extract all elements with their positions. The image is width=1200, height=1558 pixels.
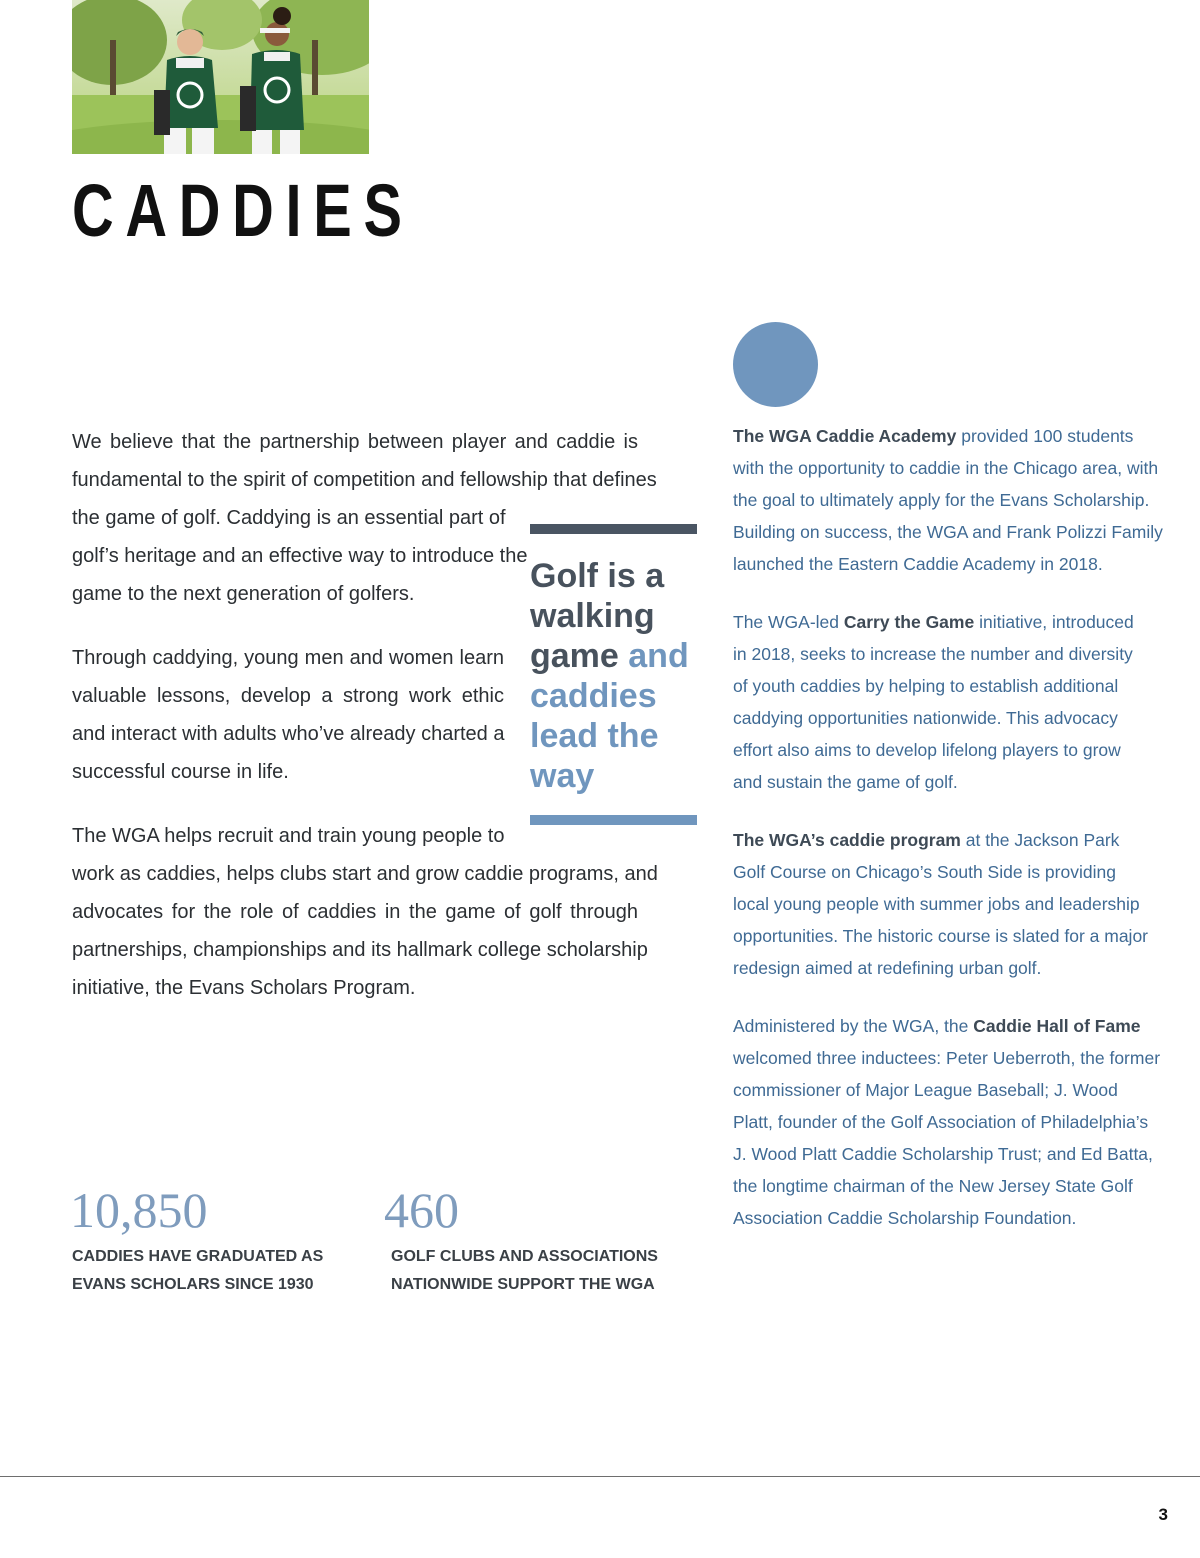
stat-label-line: GOLF CLUBS AND ASSOCIATIONS xyxy=(391,1248,658,1265)
sidebar-bold: Caddie Hall of Fame xyxy=(973,1016,1141,1036)
footer-divider xyxy=(0,1476,1200,1477)
pull-quote-top-rule xyxy=(530,524,697,534)
caddies-photo xyxy=(72,0,369,154)
text-fragment: initiative, introduced xyxy=(974,612,1134,632)
text-line xyxy=(733,420,1143,452)
stat-label-line: NATIONWIDE SUPPORT THE WGA xyxy=(391,1276,655,1293)
text-line: Building on success, the WGA and Frank Polizzi Family xyxy=(733,522,1163,542)
text-line: with the opportunity to caddie in the Chicago area, with xyxy=(733,458,1159,478)
text-line: golf’s heritage and an effective way to introduce the xyxy=(72,545,528,567)
text-line: Platt, founder of the Golf Association of Philadelphia’s xyxy=(733,1112,1149,1132)
text-line: the game of golf. Caddying is an essential part of xyxy=(72,507,506,529)
text-line: advocates for the role of caddies in the game of golf through xyxy=(72,901,638,923)
stat-label-graduates xyxy=(72,1243,323,1299)
text-line: caddying opportunities nationwide. This advocacy xyxy=(733,708,1118,728)
text-line: fundamental to the spirit of competition and fellowship that defines xyxy=(72,469,657,491)
text-line: redesign aimed at redefining urban golf. xyxy=(733,958,1042,978)
text-line: effort also aims to develop lifelong players to grow xyxy=(733,740,1121,760)
text-line: valuable lessons, develop a strong work ethic xyxy=(72,685,504,707)
text-line xyxy=(733,1010,1143,1042)
text-line: and interact with adults who’ve already charted a xyxy=(72,723,505,745)
text-line: Through caddying, young men and women learn xyxy=(72,647,504,669)
pull-quote-bottom-rule xyxy=(530,815,697,825)
pull-quote xyxy=(530,556,700,796)
text-line: Golf Course on Chicago’s South Side is providing xyxy=(733,862,1116,882)
pull-quote-line: way xyxy=(530,757,595,795)
text-line: opportunities. The historic course is slated for a major xyxy=(733,926,1149,946)
text-line: local young people with summer jobs and leadership xyxy=(733,894,1140,914)
page-number: 3 xyxy=(1158,1505,1168,1524)
text-line: launched the Eastern Caddie Academy in 2018. xyxy=(733,554,1103,574)
intro-paragraph-3-top xyxy=(72,817,504,855)
sidebar-jackson-park xyxy=(733,824,1149,984)
text-line: commissioner of Major League Baseball; J. Wood xyxy=(733,1080,1118,1100)
intro-paragraph-3-bottom xyxy=(72,855,658,1007)
text-line: The WGA helps recruit and train young people to xyxy=(72,825,505,847)
text-line: welcomed three inductees: Peter Ueberroth, the former xyxy=(733,1048,1161,1068)
pull-quote-line: walking xyxy=(530,597,655,635)
text-line: game to the next generation of golfers. xyxy=(72,583,415,605)
pull-quote-line: Golf is a xyxy=(530,557,665,595)
pull-quote-line: caddies xyxy=(530,677,657,715)
pull-quote-line: lead the xyxy=(530,717,659,755)
stat-number-graduates: 10,850 xyxy=(70,1182,208,1238)
pull-quote-blue-word: and xyxy=(618,637,689,675)
text-line: work as caddies, helps clubs start and grow caddie programs, and xyxy=(72,863,658,885)
text-line: We believe that the partnership between player and caddie is xyxy=(72,431,638,453)
text-fragment: provided 100 students xyxy=(956,426,1134,446)
sidebar-carry-the-game xyxy=(733,606,1143,798)
pull-quote-line xyxy=(530,636,700,676)
sidebar-bold: The WGA’s caddie program xyxy=(733,830,961,850)
text-line xyxy=(733,606,1143,638)
text-line: successful course in life. xyxy=(72,761,289,783)
intro-paragraph-2 xyxy=(72,639,504,791)
stat-label-line: CADDIES HAVE GRADUATED AS xyxy=(72,1248,324,1265)
stat-label-line: EVANS SCHOLARS SINCE 1930 xyxy=(72,1276,314,1293)
sidebar-caddie-academy xyxy=(733,420,1163,580)
page-title: CADDIES xyxy=(72,169,414,252)
stat-number-clubs: 460 xyxy=(384,1182,459,1238)
text-line: and sustain the game of golf. xyxy=(733,772,958,792)
text-line: Association Caddie Scholarship Foundation. xyxy=(733,1208,1077,1228)
pull-quote-dark-word: game xyxy=(530,637,619,675)
stat-label-clubs xyxy=(391,1243,658,1299)
text-line: the longtime chairman of the New Jersey State Golf xyxy=(733,1176,1133,1196)
text-line xyxy=(733,824,1143,856)
text-line: partnerships, championships and its hallmark college scholarship xyxy=(72,939,648,961)
text-line: J. Wood Platt Caddie Scholarship Trust; and Ed Batta, xyxy=(733,1144,1153,1164)
text-fragment: The WGA-led xyxy=(733,612,844,632)
text-line: of youth caddies by helping to establish additional xyxy=(733,676,1119,696)
intro-paragraph-1-bottom xyxy=(72,499,528,613)
text-line: in 2018, seeks to increase the number and diversity xyxy=(733,644,1133,664)
decorative-circle xyxy=(733,322,818,407)
text-line: initiative, the Evans Scholars Program. xyxy=(72,977,416,999)
text-fragment: at the Jackson Park xyxy=(960,830,1120,850)
sidebar-hall-of-fame xyxy=(733,1010,1161,1234)
intro-paragraph-1-top xyxy=(72,423,657,499)
sidebar-bold: The WGA Caddie Academy xyxy=(733,426,957,446)
text-fragment: Administered by the WGA, the xyxy=(733,1016,974,1036)
sidebar-bold: Carry the Game xyxy=(843,612,975,632)
text-line: the goal to ultimately apply for the Evans Scholarship. xyxy=(733,490,1150,510)
